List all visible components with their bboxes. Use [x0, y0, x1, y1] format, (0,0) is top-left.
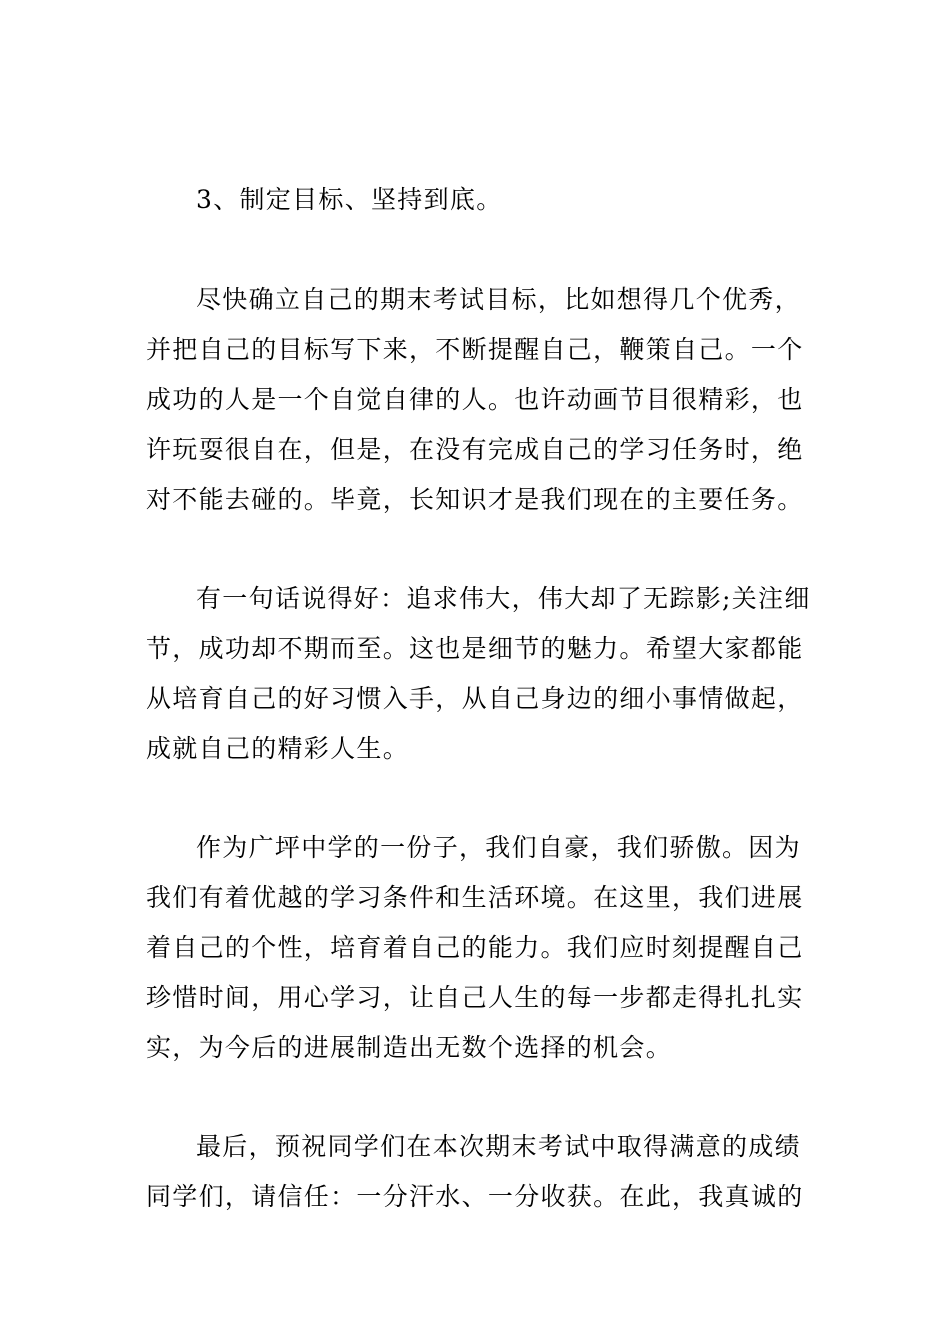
paragraph-line: 并把自己的目标写下来，不断提醒自己，鞭策自己。一个: [146, 335, 804, 364]
paragraph-line: 我们有着优越的学习条件和生活环境。在这里，我们进展: [146, 883, 804, 912]
paragraph-line: 尽快确立自己的期末考试目标，比如想得几个优秀，: [196, 285, 801, 314]
paragraph-line: 同学们，请信任：一分汗水、一分收获。在此，我真诚的: [146, 1182, 804, 1211]
paragraph-line: 对不能去碰的。毕竟，长知识才是我们现在的主要任务。: [146, 485, 804, 514]
paragraph-line: 最后，预祝同学们在本次期末考试中取得满意的成绩: [196, 1132, 801, 1161]
paragraph-line: 成功的人是一个自觉自律的人。也许动画节目很精彩，也: [146, 385, 804, 414]
paragraph-line: 珍惜时间，用心学习，让自己人生的每一步都走得扎扎实: [146, 983, 804, 1012]
paragraph-line: 许玩耍很自在，但是，在没有完成自己的学习任务时，绝: [146, 435, 804, 464]
section-heading: 3、制定目标、坚持到底。: [196, 185, 503, 214]
paragraph-line: 从培育自己的好习惯入手，从自己身边的细小事情做起，: [146, 684, 804, 713]
paragraph-line: 节，成功却不期而至。这也是细节的魅力。希望大家都能: [146, 634, 804, 663]
paragraph-line: 作为广坪中学的一份子，我们自豪，我们骄傲。因为: [196, 833, 801, 862]
paragraph-line: 实，为今后的进展制造出无数个选择的机会。: [146, 1033, 673, 1062]
paragraph-line: 成就自己的精彩人生。: [146, 734, 410, 763]
paragraph-line: 着自己的个性，培育着自己的能力。我们应时刻提醒自己: [146, 933, 804, 962]
paragraph-line: 有一句话说得好：追求伟大，伟大却了无踪影;关注细: [196, 584, 811, 613]
